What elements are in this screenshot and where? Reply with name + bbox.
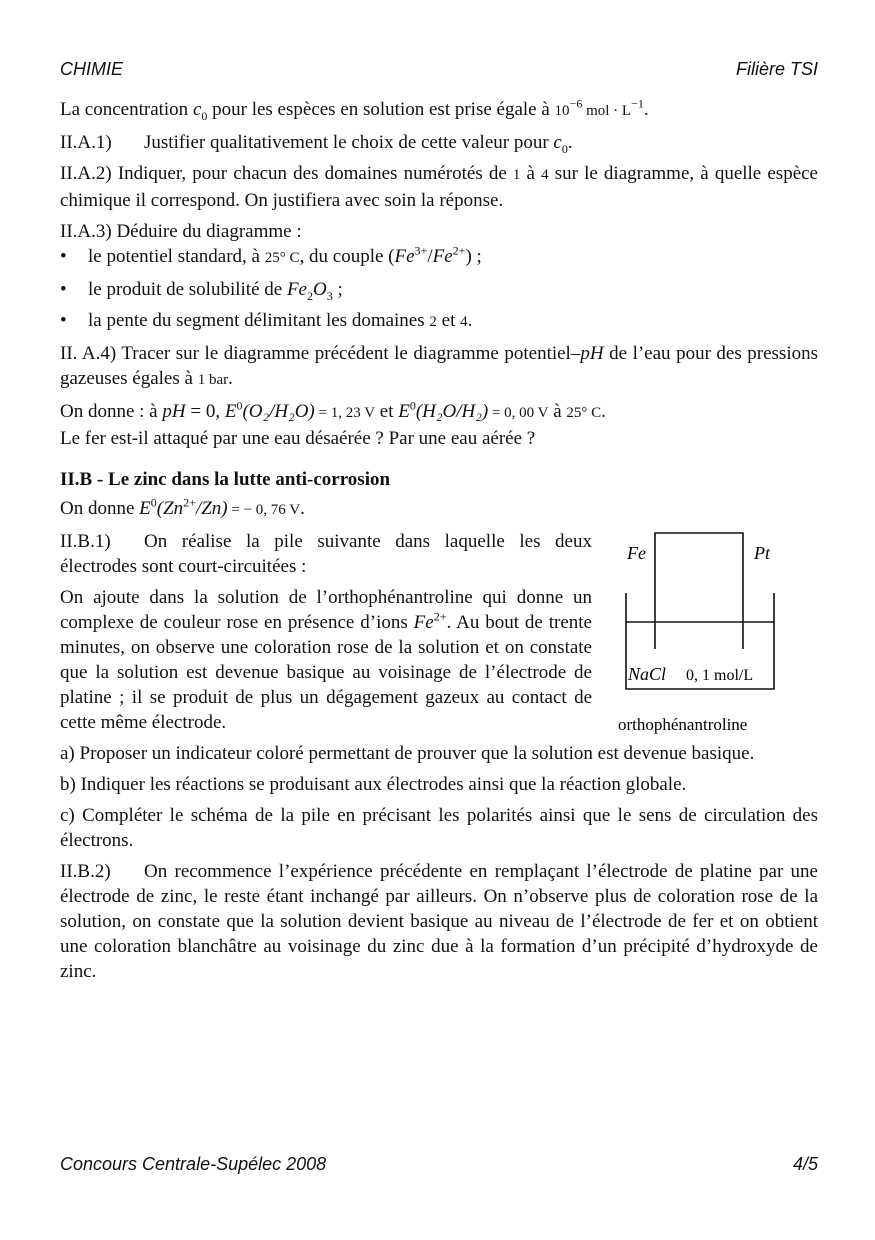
question-a: a) Proposer un indicateur coloré permettant de prouver que la solution est devenue basique. [60, 743, 755, 764]
given-potentials: On donne : à pH = 0, $E^0(O_2/H_2O) = 1$, 23 V et $E^0(H_2O/H_2) = 0$, 00 V à 25° C. [60, 398, 606, 422]
header-subject: CHIMIE [60, 59, 123, 79]
wire [655, 533, 743, 619]
pile-section [60, 529, 818, 735]
paragraph-concentration: La concentration $c_0$ pour les espèces en solution est prise égale à $10^{-6}$ mol · $L^{-1}$. [60, 96, 649, 123]
bullet-standard-potential: • le potentiel standard, à 25° C, du couple $(Fe^{3+}/Fe^{2+})$ ; [60, 244, 818, 271]
question-IIA1: II.A.1) Justifier qualitativement le choix de cette valeur pour $c_0$. [60, 132, 573, 156]
label-orthophenantroline: orthophénantroline [618, 715, 748, 734]
footer-contest: Concours Centrale-Supélec 2008 [60, 1154, 327, 1174]
label-nacl: NaCl [628, 664, 667, 684]
pile-description [60, 529, 592, 735]
pile-diagram-svg [618, 527, 818, 742]
pile-diagram [618, 527, 818, 742]
label-fe: Fe [627, 543, 646, 563]
footer-page-number: 4/5 [792, 1154, 818, 1174]
bullet-list [60, 244, 818, 335]
header-track: Filière TSI [735, 59, 818, 79]
page-body [60, 97, 818, 990]
question-IIB2: II.B.2) On recommence l’expérience précédente en remplaçant l’électrode de platine par une électrode de zinc, le reste étant inchangé par ailleurs. On n’observe plus de coloration rose de la solution, on constate que la solution devient basique au niveau de l’électrode de fer et on obtient une coloration blanchâtre au voisinage du zinc due à la formation d’un précipité d’hydroxyde de zinc. [60, 861, 818, 982]
label-pt: Pt [754, 543, 770, 563]
question-b: b) Indiquer les réactions se produisant aux électrodes ainsi que la réaction globale. [60, 774, 687, 795]
bullet-slope: • la pente du segment délimitant les domaines 2 et 4. [60, 308, 818, 335]
section-title-IIB: II.B - Le zinc dans la lutte anti-corrosion [60, 469, 391, 490]
question-IIA3: II.A.3) Déduire du diagramme : [60, 221, 302, 242]
page-header [60, 57, 818, 82]
question-c: c) Compléter le schéma de la pile en précisant les polarités ainsi que le sens de circulation des électrons. [60, 805, 818, 851]
question-IIB1: II.B.1) On réalise la pile suivante dans laquelle les deux électrodes sont court-circuitées : [60, 531, 592, 577]
pile-observation: On ajoute dans la solution de l’orthophénantroline qui donne un complexe de couleur rose en présence d’ions $Fe^{2+}$. Au bout de trente minutes, on observe une coloration rose de la solution et on constate que la solution est devenue basique au voisinage de l’électrode de platine ; il se produit de plus un dégagement gazeux au contact de cette même électrode. [60, 587, 592, 733]
question-IIA4: II. A.4) Tracer sur le diagramme précédent le diagramme potentiel–pH de l’eau pour des pressions gazeuses égales à 1 bar. [60, 343, 818, 389]
page-footer [60, 1152, 818, 1177]
question-IIA2: II.A.2) Indiquer, pour chacun des domaines numérotés de 1 à 4 sur le diagramme, à quelle espèce chimique il correspond. On justifiera avec soin la réponse. [60, 163, 818, 211]
label-concentration: 0, 1 mol/L [686, 667, 754, 684]
bullet-solubility: • le produit de solubilité de $Fe_2O_3$ ; [60, 277, 818, 302]
question-iron-attack: Le fer est-il attaqué par une eau désaérée ? Par une eau aérée ? [60, 428, 536, 449]
given-zinc-potential: On donne $E^0(Zn^{2+}/Zn)$ = − 0, 76 V. [60, 495, 305, 519]
